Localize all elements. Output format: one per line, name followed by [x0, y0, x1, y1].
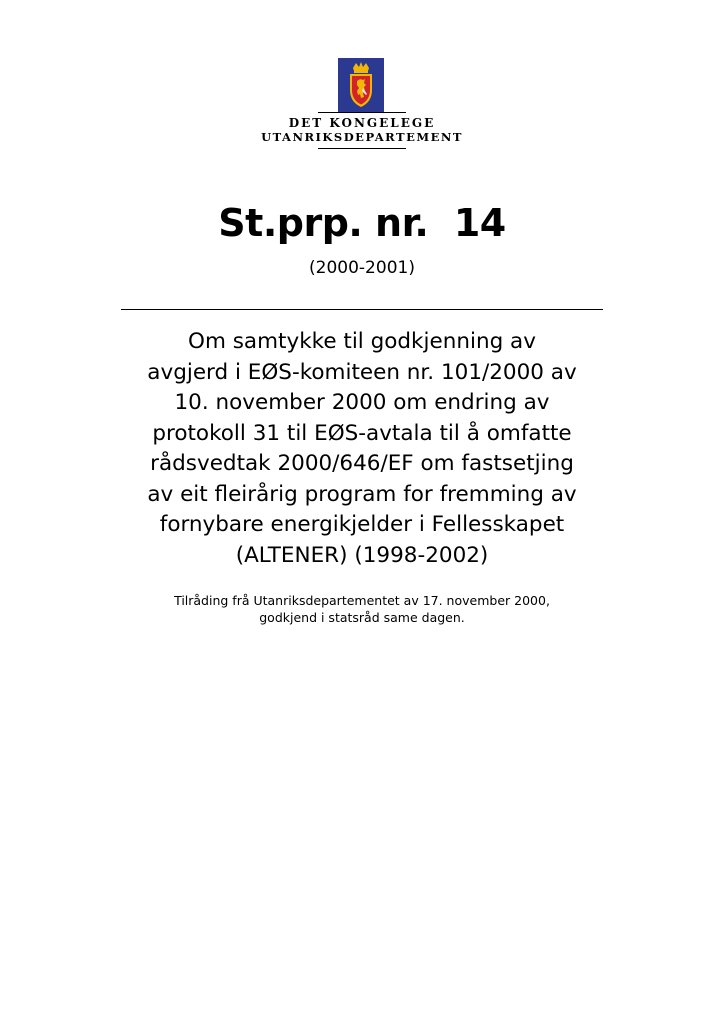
title-line: (ALTENER) (1998-2002)	[235, 542, 489, 568]
session-years: (2000-2001)	[309, 258, 415, 278]
header-rule-bottom	[318, 148, 406, 149]
document-number: St.prp. nr. 14	[218, 201, 506, 245]
title-line: fornybare energikjelder i Fellesskapet	[159, 512, 565, 537]
title-line: rådsvedtak 2000/646/EF om fastsetjing	[150, 451, 574, 476]
header-rule-top	[318, 112, 406, 113]
ministry-name-line1: DET KONGELEGE	[288, 116, 436, 130]
title-line: avgjerd i EØS-komiteen nr. 101/2000 av	[147, 359, 577, 385]
submission-note	[0, 592, 724, 626]
title-line: Om samtykke til godkjenning av	[188, 329, 536, 354]
ministry-name-line2: UTANRIKSDEPARTEMENT	[261, 130, 463, 144]
submission-line: godkjend i statsråd same dagen.	[259, 610, 465, 625]
document-title	[130, 327, 594, 571]
title-line: protokoll 31 til EØS-avtala til å omfatte	[152, 420, 572, 446]
submission-line: Tilråding frå Utanriksdepartementet av 17. november 2000,	[174, 593, 550, 608]
title-line: 10. november 2000 om endring av	[174, 390, 550, 415]
section-divider	[121, 309, 603, 310]
title-line: av eit fleirårig program for fremming av	[147, 481, 577, 507]
royal-coat-of-arms-icon	[338, 58, 384, 112]
